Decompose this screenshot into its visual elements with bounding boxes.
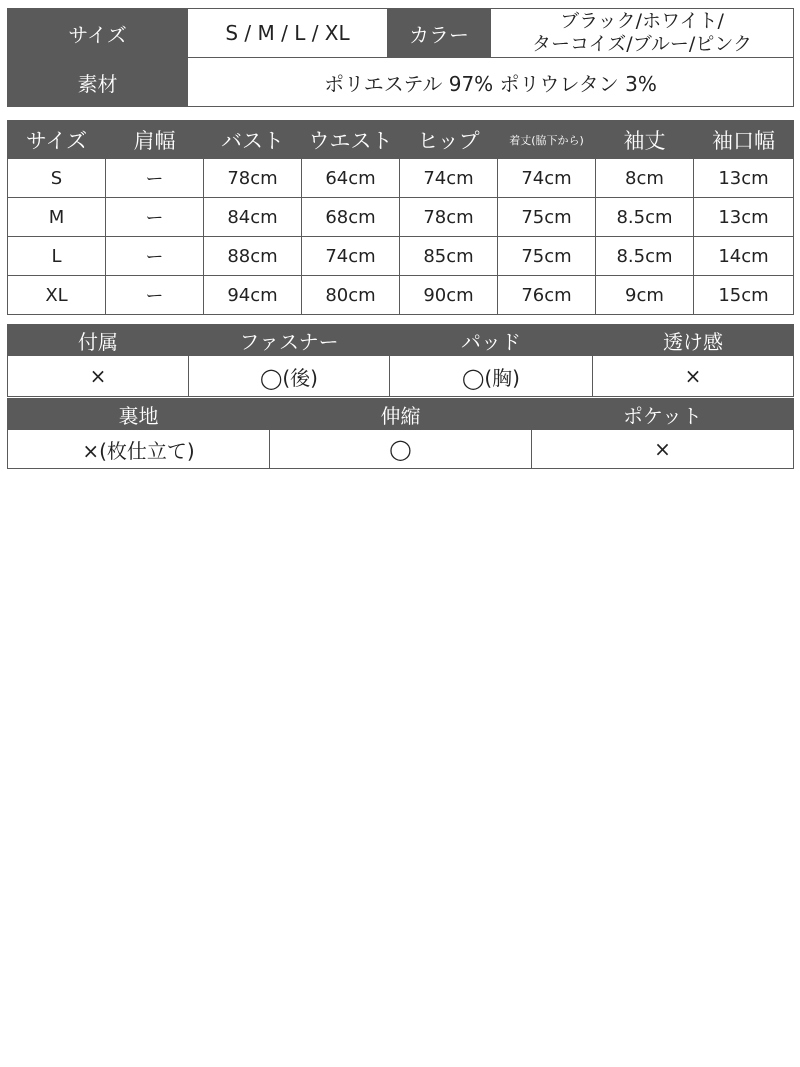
attributes-value-row xyxy=(8,356,794,397)
table-cell: 64cm xyxy=(302,159,400,198)
col-header-bust: バスト xyxy=(204,121,302,159)
color-label: カラー xyxy=(388,9,491,58)
color-value-line1: ブラック/ホワイト/ xyxy=(560,10,724,32)
color-value xyxy=(491,9,794,58)
attributes2-header-row xyxy=(8,399,794,430)
col-header-pad: パッド xyxy=(390,325,593,356)
table-cell: 74cm xyxy=(400,159,498,198)
table-cell: 15cm xyxy=(694,276,794,315)
col-header-pocket: ポケット xyxy=(532,399,794,430)
table-cell: 85cm xyxy=(400,237,498,276)
table-cell: ー xyxy=(106,198,204,237)
attributes-table xyxy=(7,324,794,397)
col-header-stretch: 伸縮 xyxy=(270,399,532,430)
color-value-line2: ターコイズ/ブルー/ピンク xyxy=(532,33,752,55)
size-value: S / M / L / XL xyxy=(188,9,388,58)
attributes2-table xyxy=(7,398,794,469)
size-label: サイズ xyxy=(8,9,188,58)
table-row xyxy=(8,237,794,276)
table-cell: 78cm xyxy=(204,159,302,198)
table-cell: ー xyxy=(106,237,204,276)
material-label: 素材 xyxy=(8,58,188,107)
table-cell: XL xyxy=(8,276,106,315)
table-cell: 74cm xyxy=(498,159,596,198)
table-cell: ー xyxy=(106,159,204,198)
table-row xyxy=(8,276,794,315)
table-cell: 8.5cm xyxy=(596,237,694,276)
table-row xyxy=(8,159,794,198)
table-cell: 88cm xyxy=(204,237,302,276)
table-cell: 14cm xyxy=(694,237,794,276)
attributes-header-row xyxy=(8,325,794,356)
table-row xyxy=(8,198,794,237)
table-cell: 9cm xyxy=(596,276,694,315)
col-header-length: 着丈(脇下から) xyxy=(498,121,596,159)
table-cell: 75cm xyxy=(498,237,596,276)
col-header-hip: ヒップ xyxy=(400,121,498,159)
material-value: ポリエステル 97% ポリウレタン 3% xyxy=(188,58,794,107)
accessories-value: × xyxy=(8,356,189,397)
info-row-material xyxy=(8,58,794,107)
table-cell: 13cm xyxy=(694,159,794,198)
info-row-size-color xyxy=(8,9,794,58)
col-header-zipper: ファスナー xyxy=(189,325,390,356)
sheerness-value: × xyxy=(593,356,794,397)
size-chart-table xyxy=(7,120,794,315)
table-cell: L xyxy=(8,237,106,276)
lining-value: ×(枚仕立て) xyxy=(8,430,270,469)
attributes2-value-row xyxy=(8,430,794,469)
size-header-row xyxy=(8,121,794,159)
table-cell: 84cm xyxy=(204,198,302,237)
table-cell: 94cm xyxy=(204,276,302,315)
pad-value: ◯(胸) xyxy=(390,356,593,397)
col-header-accessories: 付属 xyxy=(8,325,189,356)
col-header-sleeve: 袖丈 xyxy=(596,121,694,159)
table-cell: 76cm xyxy=(498,276,596,315)
col-header-size: サイズ xyxy=(8,121,106,159)
col-header-sheerness: 透け感 xyxy=(593,325,794,356)
product-info-table xyxy=(7,8,794,107)
col-header-shoulder: 肩幅 xyxy=(106,121,204,159)
table-cell: 75cm xyxy=(498,198,596,237)
col-header-lining: 裏地 xyxy=(8,399,270,430)
table-cell: S xyxy=(8,159,106,198)
table-cell: M xyxy=(8,198,106,237)
col-header-waist: ウエスト xyxy=(302,121,400,159)
stretch-value: ◯ xyxy=(270,430,532,469)
table-cell: ー xyxy=(106,276,204,315)
table-cell: 74cm xyxy=(302,237,400,276)
table-cell: 8.5cm xyxy=(596,198,694,237)
table-cell: 90cm xyxy=(400,276,498,315)
zipper-value: ◯(後) xyxy=(189,356,390,397)
table-cell: 80cm xyxy=(302,276,400,315)
table-cell: 13cm xyxy=(694,198,794,237)
pocket-value: × xyxy=(532,430,794,469)
table-cell: 8cm xyxy=(596,159,694,198)
table-cell: 78cm xyxy=(400,198,498,237)
table-cell: 68cm xyxy=(302,198,400,237)
col-header-cuff: 袖口幅 xyxy=(694,121,794,159)
